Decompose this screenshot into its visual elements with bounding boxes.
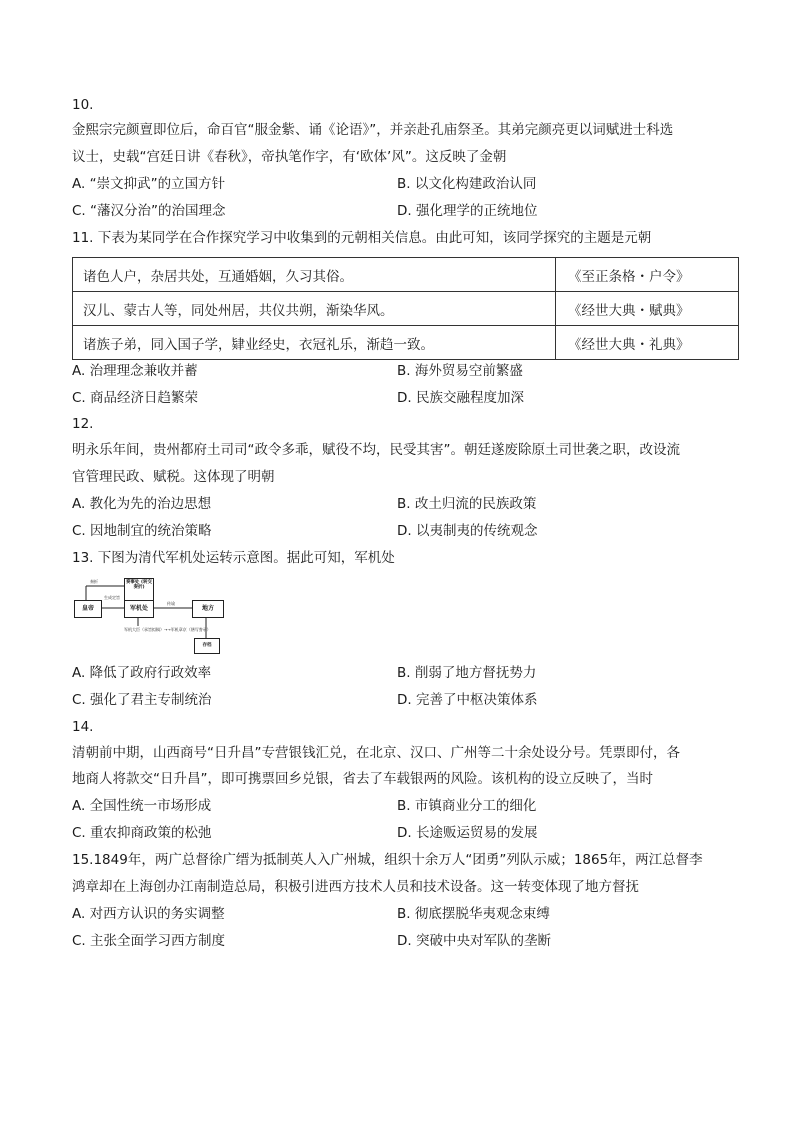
junjichu-box: 军机处 [124,600,154,618]
q14-stem-line2: 地商人将款交“日升昌”，即可携票回乡兑银，省去了车载银两的风险。该机构的设立反映了，当时 [72,771,653,787]
q14-stem-line1: 清朝前中期，山西商号“日升昌”专营银钱汇兑，在北京、汉口、广州等二十余处设分号。凭票即付，各 [72,745,680,761]
table-cell-content: 诸色人户，杂居共处，互通婚姻，久习其俗。 [73,258,556,292]
table-row [73,326,739,360]
table-row [73,258,739,292]
q14-option-a[interactable]: A. 全国性统一市场形成 [72,798,212,814]
q15-option-b[interactable]: B. 彻底摆脱华夷观念束缚 [397,906,550,922]
q11-stem: 11. 下表为某同学在合作探究学习中收集到的元朝相关信息。由此可知，该同学探究的主题是元朝 [72,230,652,246]
q14-option-d[interactable]: D. 长途贩运贸易的发展 [397,825,538,841]
memorial-office-box: 奏事处 (转交奏折) [124,578,154,601]
q13-option-b[interactable]: B. 削弱了地方督抚势力 [397,665,537,681]
q15-stem-line2: 鸿章却在上海创办江南制造总局，积极引进西方技术人员和技术设备。这一转变体现了地方督抚 [72,879,639,895]
q12-option-a[interactable]: A. 教化为先的治边思想 [72,496,212,512]
q12-option-d[interactable]: D. 以夷制夷的传统观念 [397,523,538,539]
q15-option-c[interactable]: C. 主张全面学习西方制度 [72,933,226,949]
table-row [73,292,739,326]
table-cell-content: 汉儿、蒙古人等，同处州居，共仪共朔，渐染华风。 [73,292,556,326]
diagram-label-decree: 生成定旨 [104,595,120,600]
q11-option-c[interactable]: C. 商品经济日趋繁荣 [72,390,199,406]
q12-option-b[interactable]: B. 改土归流的民族政策 [397,496,537,512]
q13-option-a[interactable]: A. 降低了政府行政效率 [72,665,212,681]
q13-option-c[interactable]: C. 强化了君主专制统治 [72,692,212,708]
q15-option-d[interactable]: D. 突破中央对军队的垄断 [397,933,551,949]
q14-option-c[interactable]: C. 重农抑商政策的松弛 [72,825,212,841]
emperor-box: 皇帝 [74,600,102,618]
q14-option-b[interactable]: B. 市镇商业分工的细化 [397,798,537,814]
diagram-label-ministers: 军机大臣（承旨拟稿）→→军机章京（缮写誊录） [124,627,211,632]
q10-stem-line1: 金熙宗完颜亶即位后，命百官“服金紫、诵《论语》”，并亲赴孔庙祭圣。其弟完颜亮更以词赋进士科选 [72,122,674,138]
q11-option-b[interactable]: B. 海外贸易空前繁盛 [397,363,523,379]
q11-option-d[interactable]: D. 民族交融程度加深 [397,390,524,406]
local-box: 地方 [192,600,224,618]
table-cell-content: 诸族子弟，同入国子学，肄业经史，衣冠礼乐，渐趋一致。 [73,326,556,360]
q10-option-c[interactable]: C. “藩汉分治”的治国理念 [72,203,226,219]
archive-box: 存档 [194,638,220,654]
q10-stem-line2: 议士，史载“宫廷日讲《春秋》，帝执笔作字，有‘欧体’风”。这反映了金朝 [72,149,507,165]
q15-option-a[interactable]: A. 对西方认识的务实调整 [72,906,225,922]
q15-stem-line1: 15.1849年，两广总督徐广缙为抵制英人入广州城，组织十余万人“团勇”列队示威；1865年，两江总督李 [72,852,703,868]
q12-number: 12. [72,416,94,432]
q14-number: 14. [72,719,94,735]
q13-option-d[interactable]: D. 完善了中枢决策体系 [397,692,538,708]
q10-option-a[interactable]: A. “崇文抑武”的立国方针 [72,176,226,192]
table-cell-source: 《经世大典・礼典》 [556,326,739,360]
q11-option-a[interactable]: A. 治理理念兼收并蓄 [72,363,198,379]
table-cell-source: 《至正条格・户令》 [556,258,739,292]
q13-stem: 13. 下图为清代军机处运转示意图。据此可知，军机处 [72,550,395,566]
junjichu-diagram [72,578,240,660]
q10-option-b[interactable]: B. 以文化构建政治认同 [397,176,537,192]
q10-option-d[interactable]: D. 强化理学的正统地位 [397,203,538,219]
q10-number: 10. [72,97,94,113]
table-cell-source: 《经世大典・赋典》 [556,292,739,326]
q12-stem-line1: 明永乐年间，贵州都府土司司“政令多乖，赋役不均，民受其害”。朝廷遂废除原土司世袭之职，改设流 [72,442,680,458]
q12-option-c[interactable]: C. 因地制宜的统治策略 [72,523,212,539]
q12-stem-line2: 官管理民政、赋税。这体现了明朝 [72,469,275,485]
q11-table [72,257,739,360]
diagram-label-memorial: 奏折 [90,579,98,584]
diagram-label-transmit: 传谕 [167,601,175,606]
